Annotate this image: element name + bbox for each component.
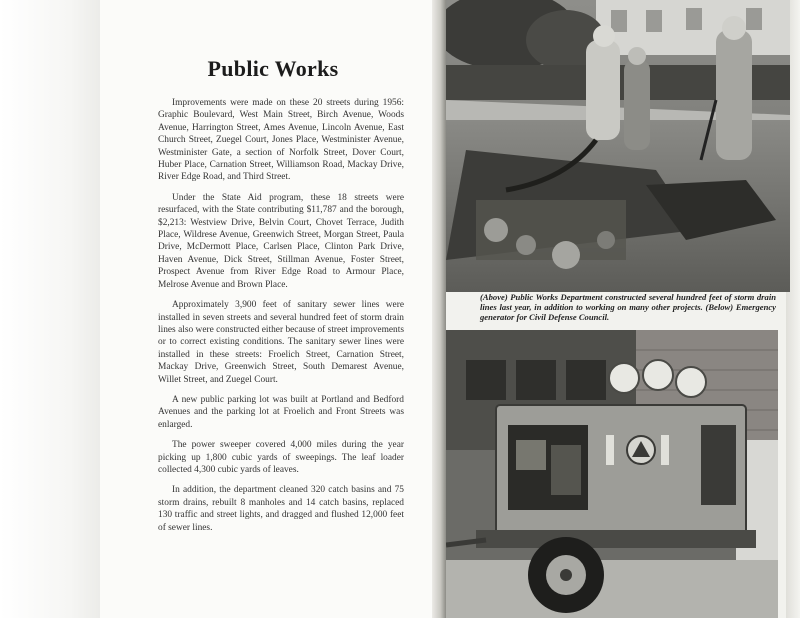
photo-emergency-generator-image <box>446 330 778 618</box>
photo-storm-drain-workers <box>446 0 790 292</box>
photo-emergency-generator <box>446 330 778 618</box>
paragraph-parking-lot: A new public parking lot was built at Portland and Bedford Avenues and the parking lot at Froelich and Front Streets was enlarged. <box>158 394 404 430</box>
paragraph-streets-improved: Improvements were made on these 20 streets during 1956: Graphic Boulevard, West Main Street, Birch Avenue, Woods Avenue, Harrington Street, Ames Avenue, Lincoln Avenue, East Church Street, Zuegel Court, Jones Place, Westminister Avenue, Westminister Gate, a section of Norfolk Street, Dover Court, Huber Place, Carnation Street, Williamson Road, Mackay Drive, River Edge Road, and Third Street. <box>158 98 404 183</box>
body-text <box>158 97 404 542</box>
left-page-margin <box>0 0 100 618</box>
paragraph-sewer-lines: Approximately 3,900 feet of sanitary sewer lines were installed in seven streets and several hundred feet of storm drain lines also were constructed either because of street improvements or to correct existing conditions. The sanitary sewer lines were installed in these streets: Froelich Street, Carnation Street, Mackay Drive, Greenwich Street, South Demarest Avenue, Willet Street, and Zuegel Court. <box>158 300 404 385</box>
paragraph-catch-basins: In addition, the department cleaned 320 catch basins and 75 storm drains, rebuilt 8 manholes and 14 catch basins, replaced 130 traffic and street lights, and dragged and flushed 12,000 feet of sewer lines. <box>158 485 404 533</box>
paragraph-state-aid: Under the State Aid program, these 18 streets were resurfaced, with the State contributing $11,787 and the borough, $2,213: Westview Drive, Belvin Court, Chovet Terrace, Judith Place, Wildrese Avenue, Greenwich Street, Morgan Street, Paula Drive, McDermott Place, Carlsen Place, Clinton Park Drive, Haven Avenue, Dick Street, Stillman Avenue, Foster Street, Prospect Avenue from River Edge Road to Armour Place, Melrose Avenue and Brown Place. <box>158 192 404 290</box>
photo-caption: (Above) Public Works Department constructed several hundred feet of storm drain lines last year, in addition to working on many other projects. (Below) Emergency generator for Civil Defense Council. <box>480 292 776 322</box>
page-title: Public Works <box>207 56 339 81</box>
paragraph-power-sweeper: The power sweeper covered 4,000 miles during the year picking up 1,800 cubic yards of sweepings. The leaf loader collected 4,300 cubic yards of leaves. <box>158 440 404 475</box>
book-gutter <box>432 0 446 618</box>
photo-storm-drain-workers-image <box>446 0 790 292</box>
